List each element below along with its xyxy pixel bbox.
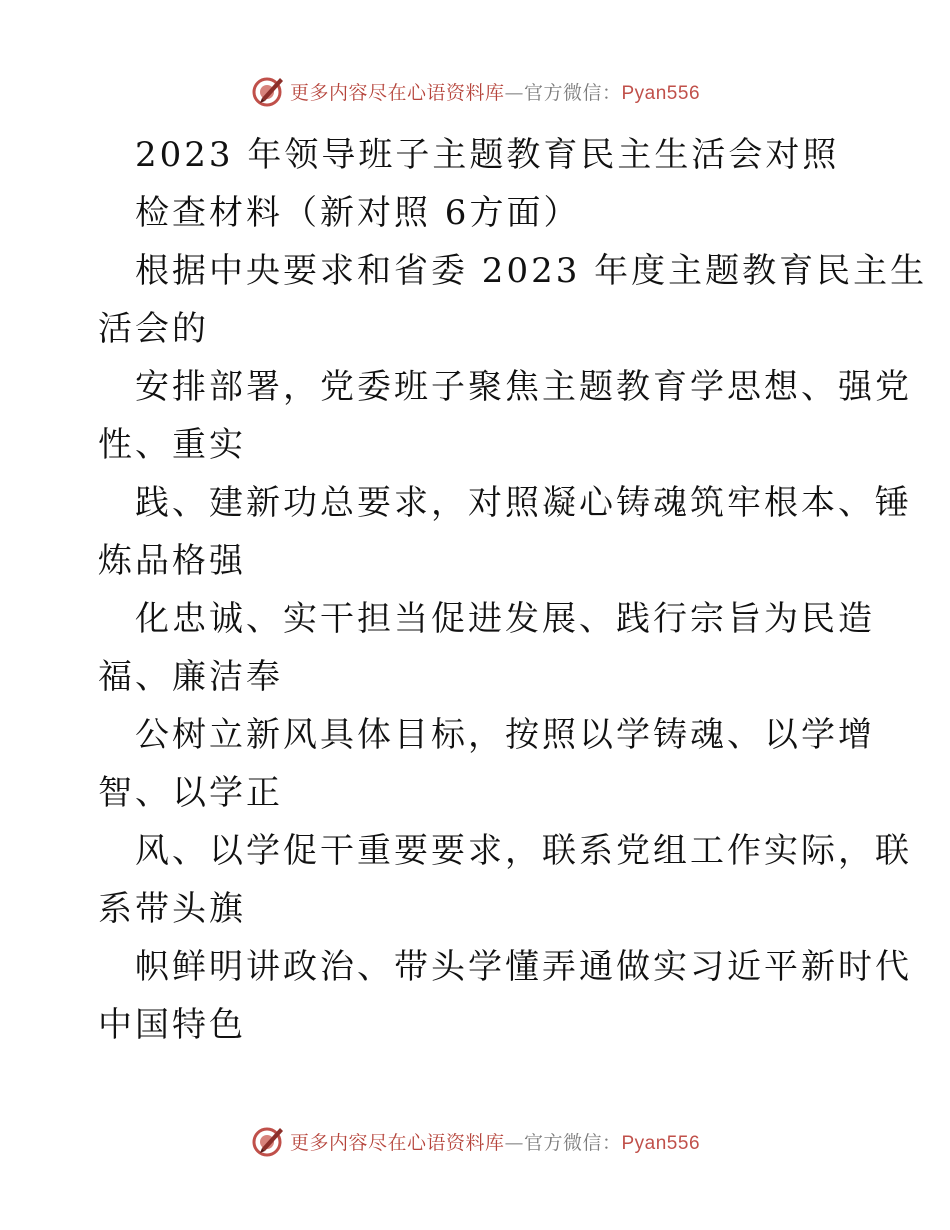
footer-watermark (0, 1121, 950, 1161)
paragraph-line: 公树立新风具体目标，按照以学铸魂、以学增 (135, 715, 875, 755)
paragraph-line: 风、以学促干重要要求，联系党组工作实际，联 (135, 831, 912, 871)
paragraph-line: 智、以学正 (98, 773, 283, 813)
paragraph-line: 帜鲜明讲政治、带头学懂弄通做实习近平新时代 (135, 947, 912, 987)
paragraph-line: 福、廉洁奉 (98, 657, 283, 697)
title-line-1: 2023 年领导班子主题教育民主生活会对照 (135, 135, 840, 175)
paragraph-line: 化忠诚、实干担当促进发展、践行宗旨为民造 (135, 599, 875, 639)
pen-circle-logo-icon (250, 1123, 286, 1159)
header-watermark (0, 71, 950, 111)
watermark-separator: — (504, 1131, 524, 1154)
paragraph-line: 根据中央要求和省委 2023 年度主题教育民主生 (135, 251, 928, 291)
watermark-wechat-id: Pyan556 (621, 82, 701, 104)
watermark-wechat-label: 官方微信： (523, 81, 622, 104)
watermark-separator: — (504, 81, 524, 104)
pen-circle-logo-icon (250, 73, 286, 109)
watermark-wechat-id: Pyan556 (621, 1132, 701, 1154)
watermark-main-text: 更多内容尽在心语资料库 (289, 81, 505, 104)
watermark-wechat-label: 官方微信： (523, 1131, 622, 1154)
paragraph-line: 系带头旗 (98, 889, 246, 929)
paragraph-line: 性、重实 (98, 425, 246, 465)
document-body (98, 126, 928, 1054)
paragraph-line: 炼品格强 (98, 541, 246, 581)
paragraph-line: 践、建新功总要求，对照凝心铸魂筑牢根本、锤 (135, 483, 912, 523)
paragraph-line: 活会的 (98, 309, 209, 349)
watermark-main-text: 更多内容尽在心语资料库 (289, 1131, 505, 1154)
paragraph-line: 安排部署，党委班子聚焦主题教育学思想、强党 (135, 367, 912, 407)
title-line-2: 检查材料（新对照 6方面） (135, 193, 581, 233)
paragraph-line: 中国特色 (98, 1005, 246, 1045)
